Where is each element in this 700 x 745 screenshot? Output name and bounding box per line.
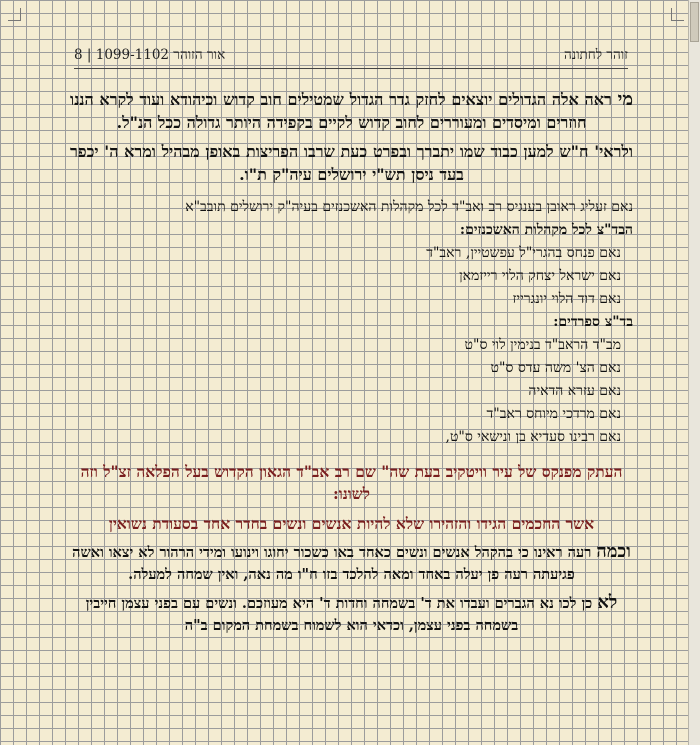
paragraph-4-text: כן לכו נא הגברים ועבדו את ד' בשמחה וחדות ד' היא מעוזכם. ונשים עם בפני עצמן חייבין בשמחה בפני עצמן, וכדאי הוא לשמוח בשמחת המקום ב"ה — [85, 595, 593, 634]
sephardi-signature: נאם עזרא הדאיה — [528, 383, 621, 399]
page-content — [70, 88, 633, 643]
ashkenaz-signature: נאם ישראל יצחק הלוי רייזמאן — [459, 268, 621, 284]
paragraph-1-lead: מי — [617, 89, 633, 110]
header-page-info: 8 | אור הזוהר 1099-1102 — [74, 47, 226, 63]
paragraph-3-text: רעה ראינו כי בהקהל אנשים ונשים כאחד באו כשכור יחוגו וינועו ומידי הרהור לא יצאו ואשה פגיעתה רעה פן יעלה באחד ומאה להלכד בזו ח"ו מה נאה, ואין שמחה למעלה. — [72, 544, 592, 583]
paragraph-4-lead: לא — [597, 592, 618, 613]
paragraph-4 — [70, 592, 633, 637]
crop-mark-top-left — [8, 8, 21, 21]
scrollbar-thumb[interactable] — [690, 2, 699, 42]
paragraph-2 — [70, 140, 633, 186]
header-rule — [74, 68, 628, 69]
sephardi-signature: נאם מרדכי מיוחס ראב"ד — [486, 406, 621, 422]
sephardi-signature: מב"ד הראב"ד בנימין לוי ס"ט — [464, 337, 621, 353]
ashkenaz-court-heading: הבד"צ לכל מקהלות האשכנזים: — [459, 222, 633, 238]
sephardi-signature: נאם רבינו סעדיא בן ונישאי ס"ט, — [445, 429, 621, 445]
paragraph-1-text: ראה אלה הגדולים יוצאים לחזק גדר הגדול שמטילים חוב קדוש וכיהודא ועוד לקרא הננו חוזרים ומיסדים ומעוררים לחוב קדוש לקיים בקפידה היותר גדולה ככל הנ"ל. — [70, 90, 612, 132]
paragraph-3 — [70, 541, 633, 586]
header-title: זוהר לחתונה — [563, 47, 628, 63]
paragraph-3-lead: וכמה — [596, 541, 631, 562]
sephardi-signature: נאם הצ' משה עדס ס"ט — [490, 360, 621, 376]
ashkenaz-signature: נאם דוד הלוי יונגרייז — [512, 291, 621, 307]
section-2-subtitle: אשר החכמים הגידו והזהירו שלא להיות אנשים ונשים בחדר אחד בסעודת נשואין — [108, 514, 595, 533]
section-2-title: העתק מפנקס של עיר וויטקיב בעת שה" שם רב אב"ד הגאון הקדוש בעל הפלאה זצ"ל וזה לשונו: — [80, 462, 623, 503]
ashkenaz-signature: נאם פנחס בהגרי"ל עפשטיין, ראב"ד — [426, 245, 621, 261]
sephardi-court-heading: בד"צ ספרדים: — [553, 314, 633, 330]
paragraph-1 — [70, 88, 633, 134]
paragraph-2-text: ולראי' ח"ש למען כבוד שמו יתברך ובפרט כעת שרבו הפריצות באופן מבהיל ומרא ה' יכפר בעד ניסן תש"י ירושלים עיה"ק ת"ו. — [70, 142, 633, 184]
vertical-scrollbar[interactable] — [688, 0, 700, 745]
crop-mark-top-right — [671, 8, 684, 21]
signature-intro: נאם זעליג ראובן בענגיס רב ואב"ד לכל מקהלות האשכנזים בעיה"ק ירושלים תובב"א — [185, 199, 633, 215]
running-header — [74, 47, 628, 67]
signatures-block — [70, 196, 633, 449]
